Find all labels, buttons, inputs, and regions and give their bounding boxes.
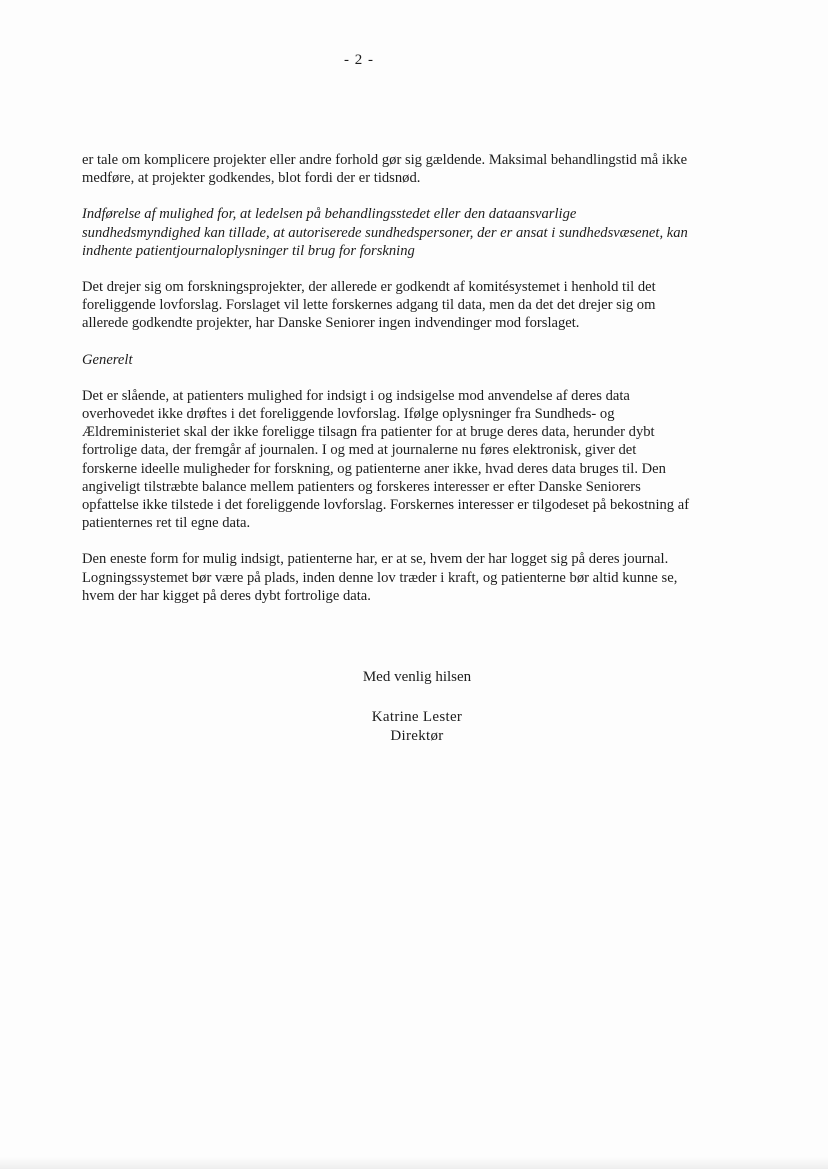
text-line: Det drejer sig om forskningsprojekter, der allerede er godkendt af komitésystemet i henhold til det [82, 279, 656, 296]
scan-edge [0, 1157, 828, 1169]
closing-greeting: Med venlig hilsen [362, 669, 472, 685]
text-line: fortrolige data, der fremgår af journalen. I og med at journalerne nu føres elektronisk, giver det [82, 442, 637, 459]
text-line: overhovedet ikke drøftes i det foreliggende lovforslag. Ifølge oplysninger fra Sundheds- og [82, 406, 615, 423]
text-line: sundhedsmyndighed kan tillade, at autoriserede sundhedspersoner, der er ansat i sundhedsvæsenet, kan [82, 224, 688, 241]
text-line: foreliggende lovforslag. Forslaget vil lette forskernes adgang til data, men da det det drejer sig om [82, 297, 656, 314]
body-paragraph [82, 550, 754, 605]
text-line: hvem der har kigget på deres dybt fortrolige data. [82, 587, 371, 604]
body-paragraph [82, 278, 754, 333]
body-paragraph [82, 151, 754, 187]
closing-greeting-block [0, 668, 828, 687]
text-line: er tale om komplicere projekter eller andre forhold gør sig gældende. Maksimal behandlingstid må ikke [82, 152, 688, 168]
text-line: Indførelse af mulighed for, at ledelsen på behandlingsstedet eller den dataansvarlige [82, 206, 577, 223]
text-line: Den eneste form for mulig indsigt, patienterne har, er at se, hvem der har logget sig på deres journal. [82, 551, 669, 568]
text-line: patienternes ret til egne data. [82, 515, 251, 532]
page-number: - 2 - [344, 52, 374, 68]
signatory-title: Direktør [390, 728, 444, 744]
text-line: allerede godkendte projekter, har Danske Seniorer ingen indvendinger mod forslaget. [82, 315, 580, 332]
text-line: medføre, at projekter godkendes, blot fordi der er tidsnød. [82, 170, 421, 187]
text-line: Generelt [82, 351, 133, 368]
text-line: Ældreministeriet skal der ikke foreligge tilsagn fra patienter for at bruge deres data, herunder dybt [82, 424, 655, 441]
letter-body [82, 151, 754, 623]
text-line: opfattelse ikke tilstede i det foreliggende lovforslag. Forskernes interesser er tilgodeset på bekostning af [82, 497, 690, 514]
text-line: Det er slående, at patienters mulighed for indsigt i og indsigelse mod anvendelse af deres data [82, 387, 630, 404]
signature-block [0, 708, 828, 746]
body-paragraph [82, 387, 754, 533]
text-line: indhente patientjournaloplysninger til brug for forskning [82, 242, 415, 259]
section-heading [82, 205, 754, 260]
text-line: Logningssystemet bør være på plads, inden denne lov træder i kraft, og patienterne bør altid kunne se, [82, 569, 678, 586]
section-heading [82, 351, 754, 369]
signatory-name: Katrine Lester [371, 709, 463, 725]
text-line: angiveligt tilstræbte balance mellem patienters og forskeres interesser er efter Danske Seniorers [82, 478, 641, 495]
text-line: forskerne ideelle muligheder for forskning, og patienterne aner ikke, hvad deres data bruges til. Den [82, 460, 666, 477]
